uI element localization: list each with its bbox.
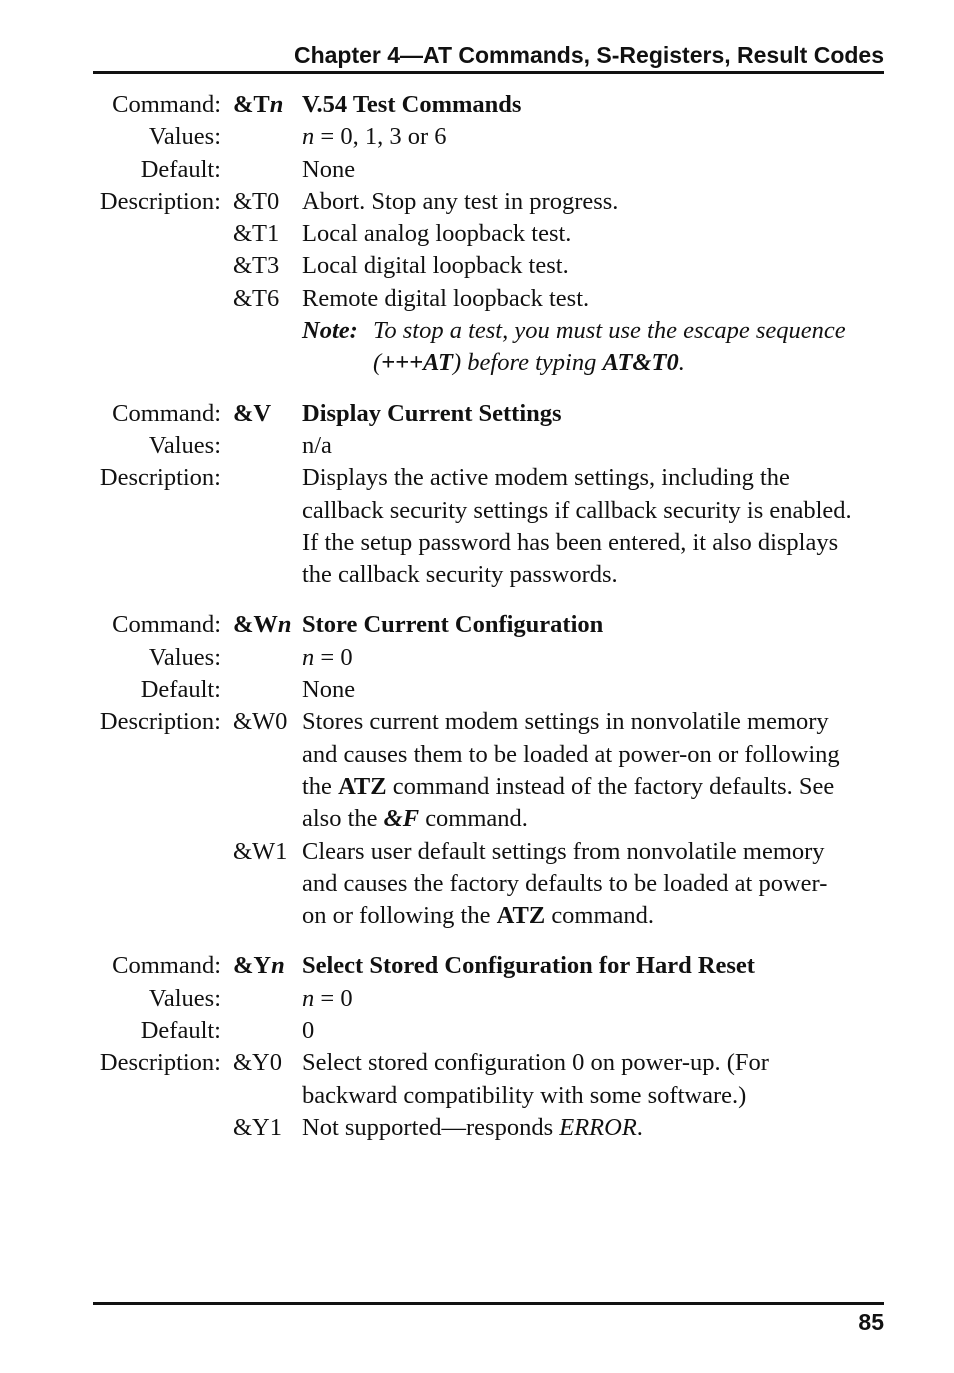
command-row xyxy=(0,398,954,430)
values-label: Values: xyxy=(148,643,221,671)
page-number: 85 xyxy=(858,1309,884,1335)
option-text: Remote digital loopback test. xyxy=(302,284,590,312)
option-text-part: Not supported—responds xyxy=(302,1113,560,1141)
values-text xyxy=(302,121,446,153)
command-reference: AT&T0 xyxy=(602,349,679,377)
command-label: Command: xyxy=(112,399,221,427)
description-row xyxy=(0,771,954,803)
description-label: Description: xyxy=(99,187,221,215)
command-reference: ATZ xyxy=(496,902,546,930)
description-text: callback security settings if callback security is enabled. xyxy=(302,496,852,524)
option-text-part: command instead of the factory defaults. See xyxy=(386,772,835,800)
option-text xyxy=(302,803,528,835)
values-text xyxy=(302,983,353,1015)
default-label: Default: xyxy=(140,155,221,183)
description-row xyxy=(0,900,954,932)
command-row xyxy=(0,89,954,121)
command-row xyxy=(0,609,954,641)
option-text xyxy=(302,900,654,932)
option-code: &T0 xyxy=(233,187,280,215)
values-label: Values: xyxy=(148,984,221,1012)
command-label: Command: xyxy=(112,91,221,118)
escape-sequence: +++AT xyxy=(381,349,454,377)
command-code-variable: n xyxy=(271,952,285,980)
option-text-part: . xyxy=(636,1113,643,1141)
description-text: the callback security passwords. xyxy=(302,561,618,589)
default-label: Default: xyxy=(140,676,221,704)
command-reference: ATZ xyxy=(338,772,387,800)
option-code: &T1 xyxy=(233,220,280,248)
option-code: &T6 xyxy=(233,284,280,312)
option-code: &T3 xyxy=(233,252,280,280)
note-text-part: ( xyxy=(373,349,382,377)
command-code-prefix: &T xyxy=(233,91,270,118)
description-row xyxy=(0,868,954,900)
option-text: backward compatibility with some software.) xyxy=(302,1081,747,1109)
description-text: Displays the active modem settings, including the xyxy=(302,464,790,492)
command-label: Command: xyxy=(112,611,221,639)
command-block-tn xyxy=(0,89,954,380)
default-row xyxy=(0,154,954,186)
command-code xyxy=(233,609,292,641)
note-text: To stop a test, you must use the escape sequence xyxy=(373,317,846,345)
description-row xyxy=(0,250,954,282)
option-text-part: the xyxy=(302,772,339,800)
description-row xyxy=(0,495,954,527)
option-text: Abort. Stop any test in progress. xyxy=(302,187,619,215)
footer-rule xyxy=(93,1302,884,1305)
values-text xyxy=(302,642,353,674)
option-text xyxy=(302,1112,643,1144)
default-row xyxy=(0,1015,954,1047)
description-row xyxy=(0,559,954,591)
result-code: ERROR xyxy=(559,1113,637,1141)
command-code-prefix: &Y xyxy=(233,952,272,980)
description-text: If the setup password has been entered, it also displays xyxy=(302,528,839,556)
command-code xyxy=(233,950,285,982)
note-text-part: ) before typing xyxy=(453,349,603,377)
description-row xyxy=(0,186,954,218)
command-code-variable: n xyxy=(269,91,284,118)
option-text-part: command. xyxy=(545,902,655,930)
running-header: Chapter 4—AT Commands, S-Registers, Result Codes xyxy=(293,42,884,68)
values-variable: n xyxy=(302,123,315,151)
option-text: and causes them to be loaded at power-on or following xyxy=(302,740,840,768)
values-list: = 0 xyxy=(314,984,353,1012)
default-row xyxy=(0,674,954,706)
values-list: = 0, 1, 3 or 6 xyxy=(314,123,447,151)
command-row xyxy=(0,950,954,982)
values-label: Values: xyxy=(148,431,221,459)
command-code: &V xyxy=(233,399,272,427)
values-label: Values: xyxy=(148,123,221,151)
description-row xyxy=(0,1112,954,1144)
command-title: V.54 Test Commands xyxy=(302,91,522,118)
option-text-part: on or following the xyxy=(302,902,497,930)
description-label: Description: xyxy=(99,1049,221,1077)
command-block-yn xyxy=(0,950,954,1144)
values-row xyxy=(0,430,954,462)
command-title: Select Stored Configuration for Hard Reset xyxy=(302,952,755,980)
note-text xyxy=(373,347,685,379)
option-code: &W0 xyxy=(233,708,288,736)
description-row xyxy=(0,527,954,559)
header-rule xyxy=(93,71,884,74)
command-code-prefix: &W xyxy=(233,611,278,639)
command-title: Store Current Configuration xyxy=(302,611,604,639)
option-text: Stores current modem settings in nonvolatile memory xyxy=(302,708,829,736)
description-label: Description: xyxy=(99,464,221,492)
option-code: &Y1 xyxy=(233,1113,282,1141)
default-value: None xyxy=(302,676,356,704)
description-row xyxy=(0,836,954,868)
command-code xyxy=(233,89,283,121)
command-block-v xyxy=(0,398,954,592)
option-text-part: command. xyxy=(419,805,528,833)
note-row xyxy=(0,315,954,347)
note-label: Note: xyxy=(302,317,358,345)
command-code-variable: n xyxy=(277,611,292,639)
page-content xyxy=(0,89,954,1162)
description-row xyxy=(0,283,954,315)
values-row xyxy=(0,121,954,153)
description-row xyxy=(0,1080,954,1112)
default-value: 0 xyxy=(302,1017,315,1045)
values-variable: n xyxy=(302,643,315,671)
description-row xyxy=(0,803,954,835)
values-list: = 0 xyxy=(314,643,353,671)
option-text: Local digital loopback test. xyxy=(302,252,569,280)
description-row xyxy=(0,462,954,494)
command-block-wn xyxy=(0,609,954,932)
description-row xyxy=(0,1047,954,1079)
note-row xyxy=(0,347,954,379)
option-text-part: also the xyxy=(302,805,384,833)
command-reference: &F xyxy=(383,805,420,833)
option-text xyxy=(302,771,834,803)
option-text: Select stored configuration 0 on power-up. (For xyxy=(302,1049,769,1077)
option-code: &Y0 xyxy=(233,1049,282,1077)
default-value: None xyxy=(302,155,356,183)
option-code: &W1 xyxy=(233,837,288,865)
default-label: Default: xyxy=(140,1017,221,1045)
option-text: Clears user default settings from nonvolatile memory xyxy=(302,837,825,865)
option-text: Local analog loopback test. xyxy=(302,220,572,248)
values-row xyxy=(0,983,954,1015)
description-row xyxy=(0,218,954,250)
description-label: Description: xyxy=(99,708,221,736)
values-text: n/a xyxy=(302,431,332,459)
command-label: Command: xyxy=(112,952,221,980)
description-row xyxy=(0,739,954,771)
description-row xyxy=(0,706,954,738)
note-text-part: . xyxy=(678,349,685,377)
values-row xyxy=(0,642,954,674)
command-title: Display Current Settings xyxy=(302,399,562,427)
option-text: and causes the factory defaults to be loaded at power- xyxy=(302,869,828,897)
values-variable: n xyxy=(302,984,315,1012)
